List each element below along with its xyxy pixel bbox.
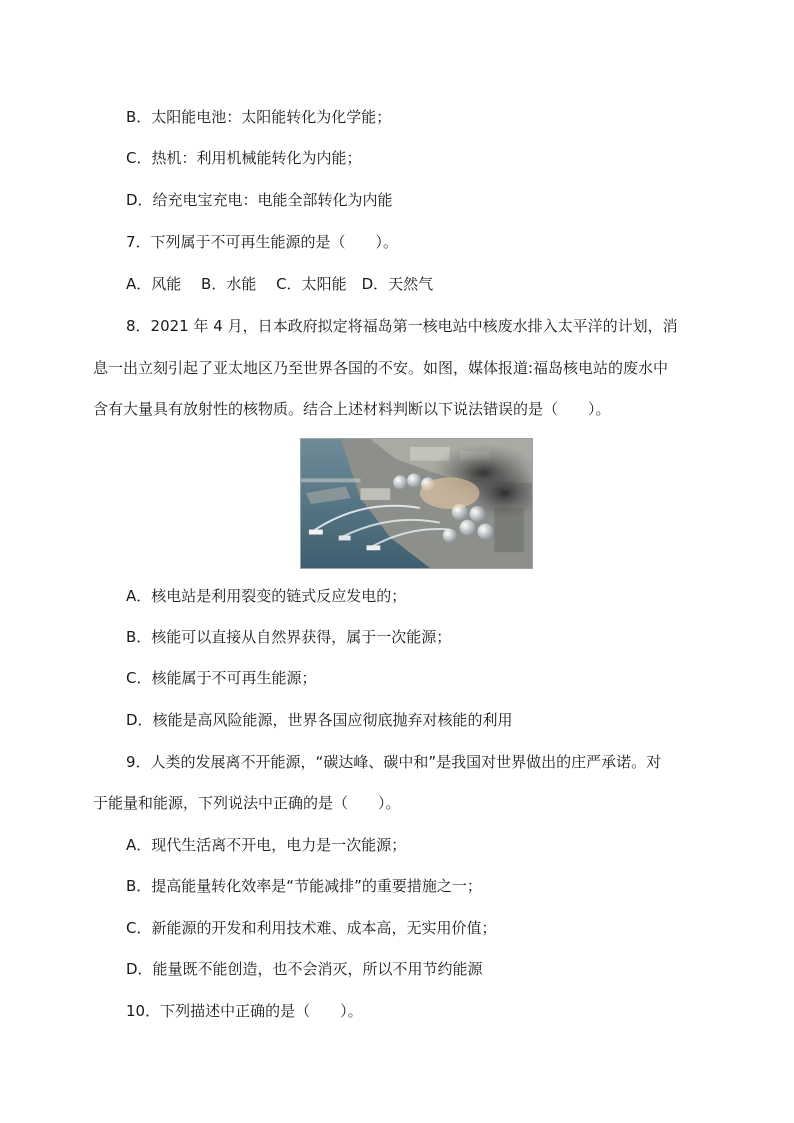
q10-stem: 10．下列描述中正确的是（ ）。 [126,1002,363,1020]
q6-option-c: C．热机：利用机械能转化为内能； [126,149,362,167]
q9-option-b: B．提高能量转化效率是“节能减排”的重要措施之一； [126,877,482,895]
q7-options: A．风能 B．水能 C．太阳能 D．天然气 [126,275,434,293]
q7-stem: 7．下列属于不可再生能源的是（ ）。 [126,233,399,251]
q9-option-a: A．现代生活离不开电，电力是一次能源； [126,836,407,854]
q8-option-a: A．核电站是利用裂变的链式反应发电的； [126,587,407,605]
fukushima-plant-photo [300,438,533,569]
q8-stem-line-1: 8．2021 年 4 月，日本政府拟定将福岛第一核电站中核废水排入太平洋的计划，消 [126,317,678,335]
q8-stem-line-3: 含有大量具有放射性的核物质。结合上述材料判断以下说法错误的是（ ）。 [93,400,611,418]
q9-stem-line-1: 9．人类的发展离不开能源，“碳达峰、碳中和”是我国对世界做出的庄严承诺。对 [126,753,662,771]
q6-option-b: B．太阳能电池：太阳能转化为化学能； [126,108,392,126]
q6-option-d: D．给充电宝充电：电能全部转化为内能 [126,191,393,209]
q8-option-c: C．核能属于不可再生能源； [126,669,317,687]
q9-option-c: C．新能源的开发和利用技术难、成本高，无实用价值； [126,919,497,937]
q9-stem-line-2: 于能量和能源，下列说法中正确的是（ ）。 [93,794,401,812]
q8-stem-line-2: 息一出立刻引起了亚太地区乃至世界各国的不安。如图，媒体报道:福岛核电站的废水中 [93,359,669,377]
q8-option-b: B．核能可以直接从自然界获得，属于一次能源； [126,628,452,646]
q8-option-d: D．核能是高风险能源，世界各国应彻底抛弃对核能的利用 [126,711,513,729]
q9-option-d: D．能量既不能创造，也不会消灭，所以不用节约能源 [126,960,483,978]
